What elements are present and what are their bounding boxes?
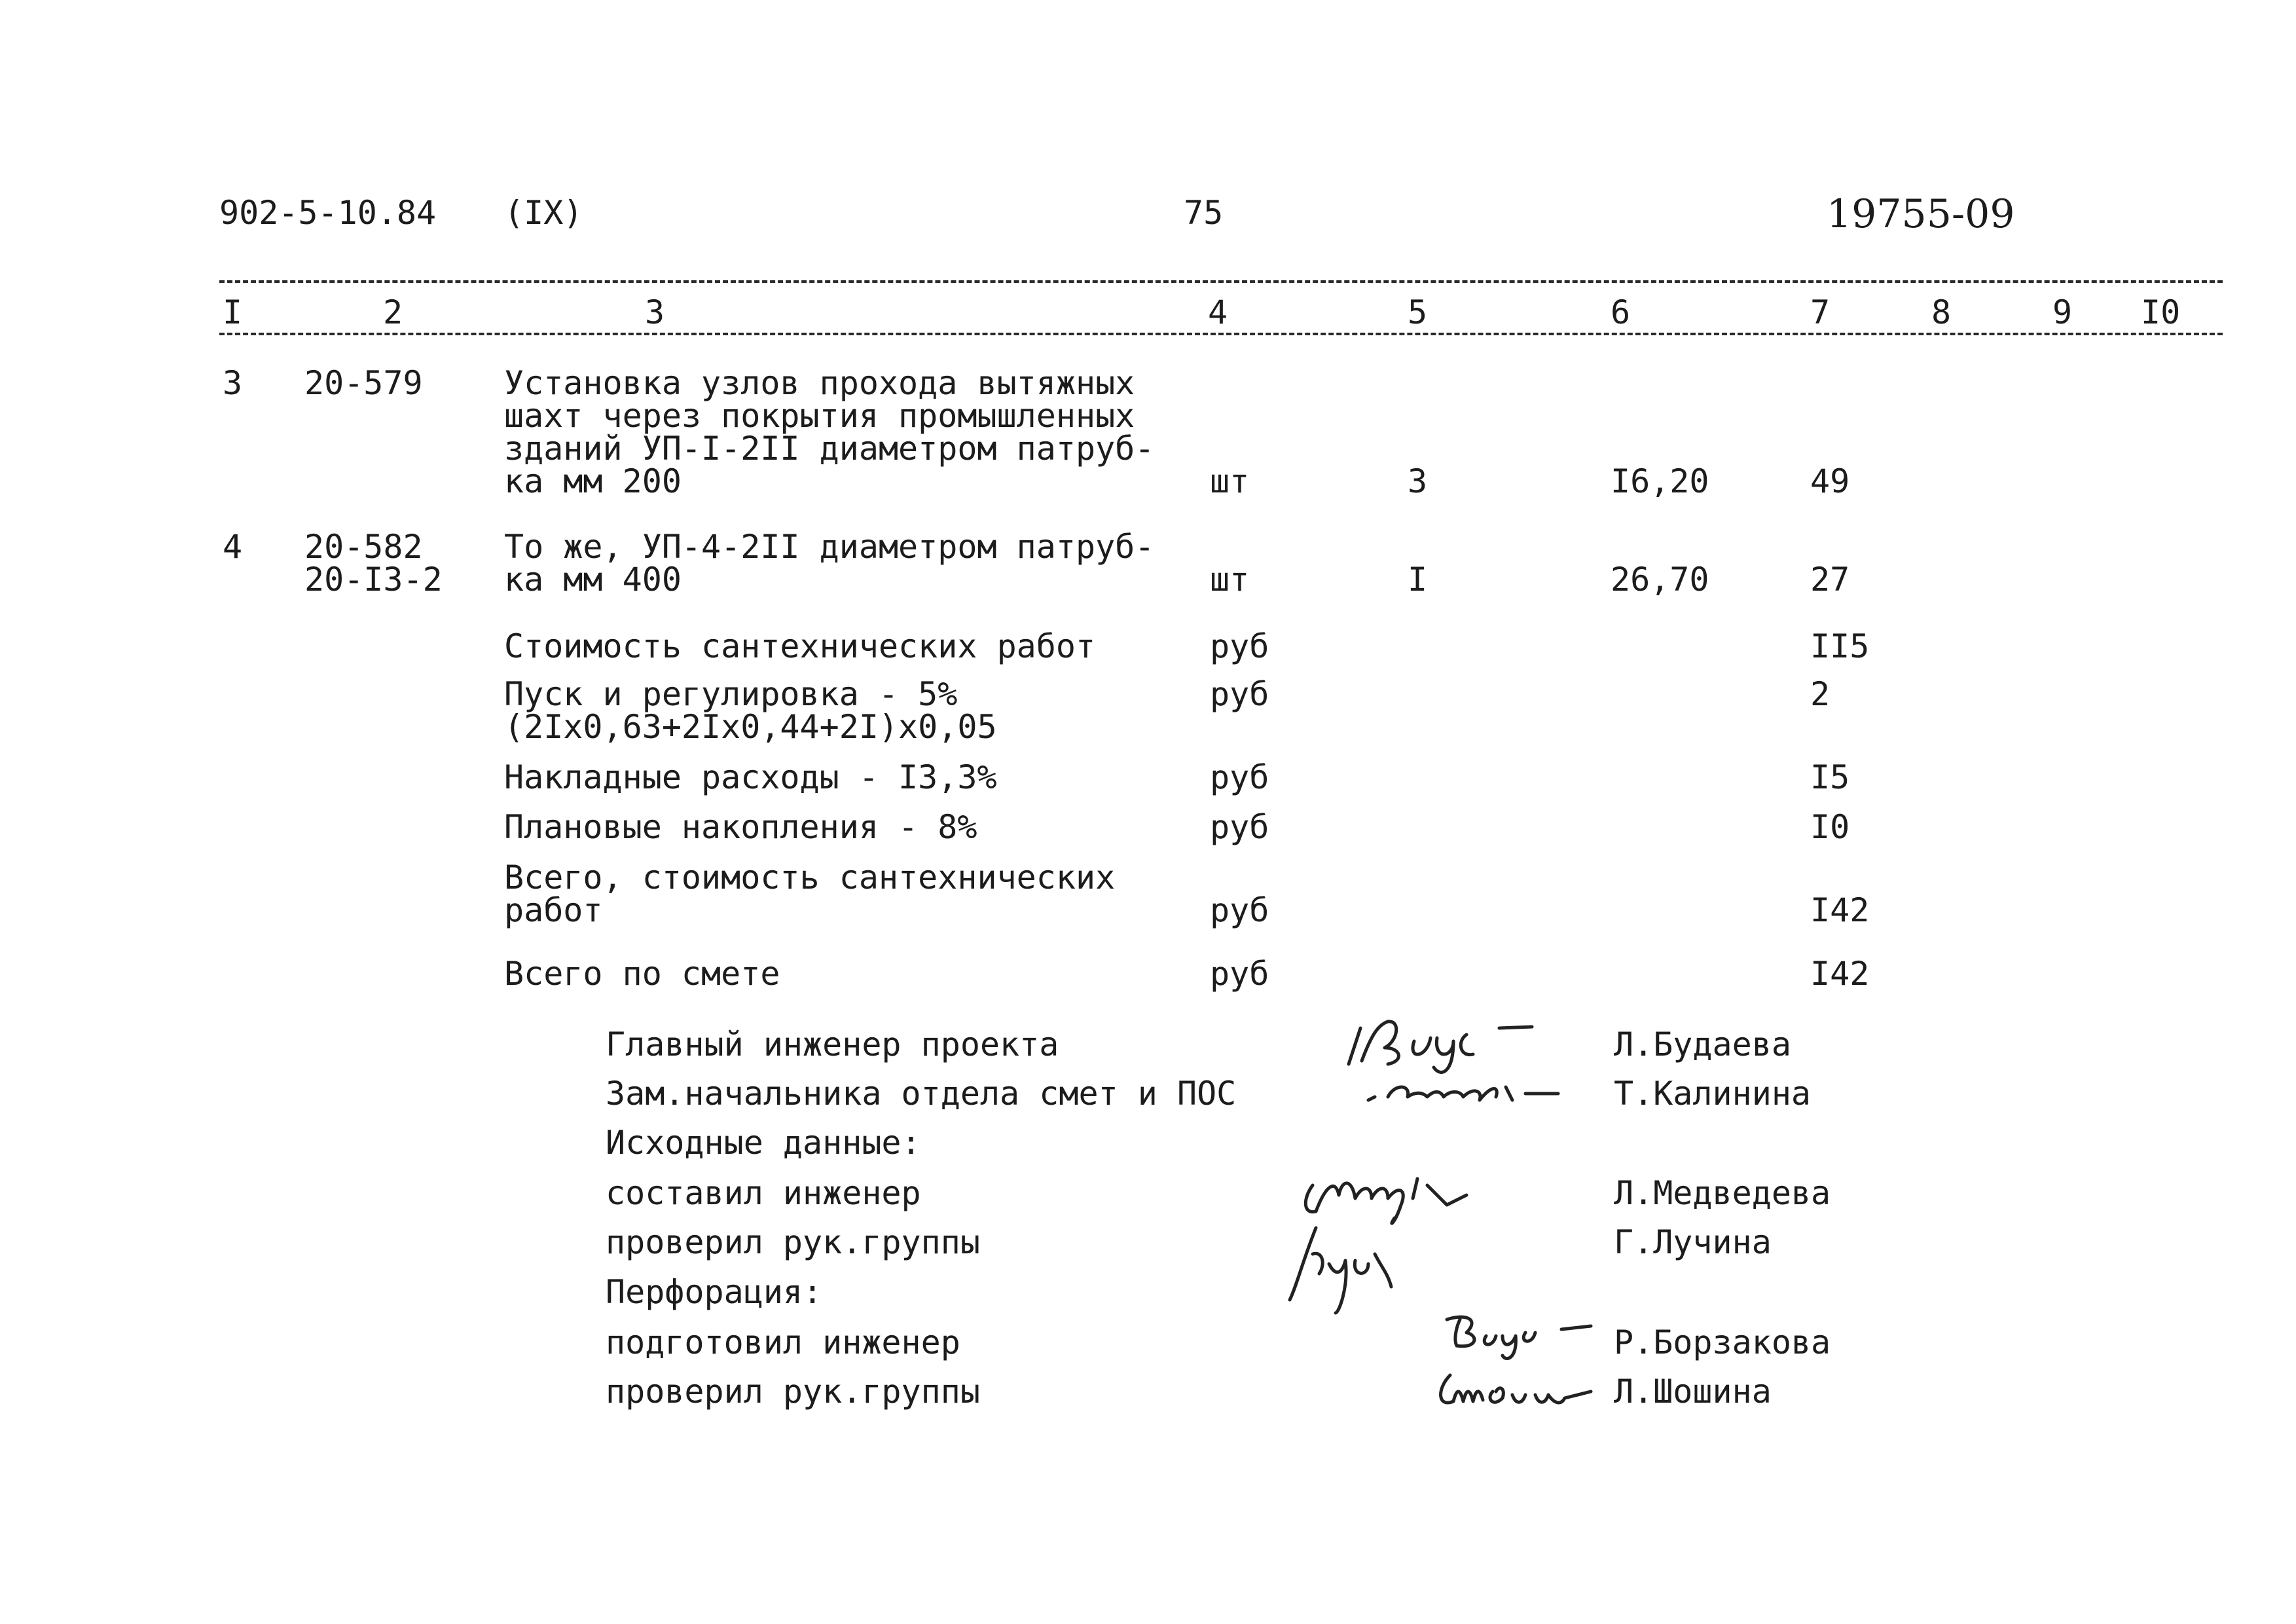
summary-unit: руб <box>1210 758 1269 796</box>
summary-label: Накладные расходы - I3,3% <box>504 758 997 796</box>
row-3-desc-line: ка мм 200 <box>504 462 682 500</box>
row-3-desc-line: зданий УП-I-2II диаметром патруб- <box>504 430 1155 468</box>
header-top-rule <box>219 280 2223 283</box>
summary-total: I5 <box>1810 758 1850 796</box>
col-header-10: I0 <box>2141 293 2181 331</box>
col-header-5: 5 <box>1408 293 1428 331</box>
signature-luchina <box>1283 1215 1434 1320</box>
row-3-total: 49 <box>1810 462 1850 500</box>
signature-budaeva <box>1342 1002 1552 1074</box>
row-4-quantity: I <box>1408 561 1428 599</box>
signoff-name: Л.Шошина <box>1614 1373 1772 1411</box>
signoff-role: составил инженер <box>606 1174 921 1212</box>
col-header-2: 2 <box>383 293 403 331</box>
row-4-desc-line: То же, УП-4-2II диаметром патруб- <box>504 528 1155 566</box>
row-3-number: 3 <box>223 364 243 402</box>
signoff-role: проверил рук.группы <box>606 1373 980 1411</box>
summary-label: Всего по смете <box>504 955 780 993</box>
summary-unit: руб <box>1210 627 1269 665</box>
row-4-code: 20-582 <box>304 528 423 566</box>
series-code: 902-5-10.84 <box>219 194 437 232</box>
section-heading: Перфорация: <box>606 1273 823 1311</box>
document-number: 19755-09 <box>1827 191 2015 237</box>
signoff-name: Л.Медведева <box>1614 1174 1831 1212</box>
summary-label: Всего, стоимость сантехнических <box>504 858 1116 896</box>
header-bottom-rule <box>219 333 2223 335</box>
page-number: 75 <box>1184 194 1224 232</box>
signoff-name: Т.Калинина <box>1614 1075 1812 1113</box>
summary-total: 2 <box>1810 675 1831 713</box>
summary-unit: руб <box>1210 675 1269 713</box>
row-4-desc-line: ка мм 400 <box>504 561 682 599</box>
summary-total: I42 <box>1810 891 1870 929</box>
signoff-name: Л.Будаева <box>1614 1025 1791 1063</box>
row-3-unit-price: I6,20 <box>1611 462 1709 500</box>
row-3-code: 20-579 <box>304 364 423 402</box>
section-heading: Исходные данные: <box>606 1124 921 1162</box>
summary-label: (2Iх0,63+2Iх0,44+2I)х0,05 <box>504 708 997 746</box>
signature-borzakova <box>1440 1306 1604 1365</box>
row-4-unit: шт <box>1210 561 1250 599</box>
col-header-9: 9 <box>2052 293 2073 331</box>
summary-unit: руб <box>1210 955 1269 993</box>
signoff-role: Главный инженер проекта <box>606 1025 1059 1063</box>
signature-kalinina <box>1362 1064 1578 1110</box>
summary-total: I0 <box>1810 808 1850 846</box>
row-3-unit: шт <box>1210 462 1250 500</box>
signoff-name: Г.Лучина <box>1614 1223 1772 1261</box>
signoff-role: проверил рук.группы <box>606 1223 980 1261</box>
summary-total: I42 <box>1810 955 1870 993</box>
row-4-code: 20-I3-2 <box>304 561 443 599</box>
col-header-6: 6 <box>1611 293 1631 331</box>
summary-label: работ <box>504 891 603 929</box>
summary-label: Стоимость сантехнических работ <box>504 627 1096 665</box>
signature-shoshina <box>1430 1362 1607 1414</box>
row-4-number: 4 <box>223 528 243 566</box>
col-header-3: 3 <box>645 293 665 331</box>
row-4-unit-price: 26,70 <box>1611 561 1709 599</box>
summary-unit: руб <box>1210 808 1269 846</box>
col-header-1: I <box>223 293 243 331</box>
part-number: (IX) <box>504 194 583 232</box>
summary-label: Плановые накопления - 8% <box>504 808 977 846</box>
summary-total: II5 <box>1810 627 1870 665</box>
row-3-quantity: 3 <box>1408 462 1428 500</box>
summary-unit: руб <box>1210 891 1269 929</box>
signoff-role: Зам.начальника отдела смет и ПОС <box>606 1075 1237 1113</box>
row-3-desc-line: Установка узлов прохода вытяжных <box>504 364 1135 402</box>
summary-label: Пуск и регулировка - 5% <box>504 675 958 713</box>
signoff-role: подготовил инженер <box>606 1323 960 1361</box>
col-header-4: 4 <box>1208 293 1228 331</box>
col-header-7: 7 <box>1810 293 1831 331</box>
row-3-desc-line: шахт через покрытия промышленных <box>504 397 1135 435</box>
signoff-name: Р.Борзакова <box>1614 1323 1831 1361</box>
col-header-8: 8 <box>1931 293 1952 331</box>
row-4-total: 27 <box>1810 561 1850 599</box>
